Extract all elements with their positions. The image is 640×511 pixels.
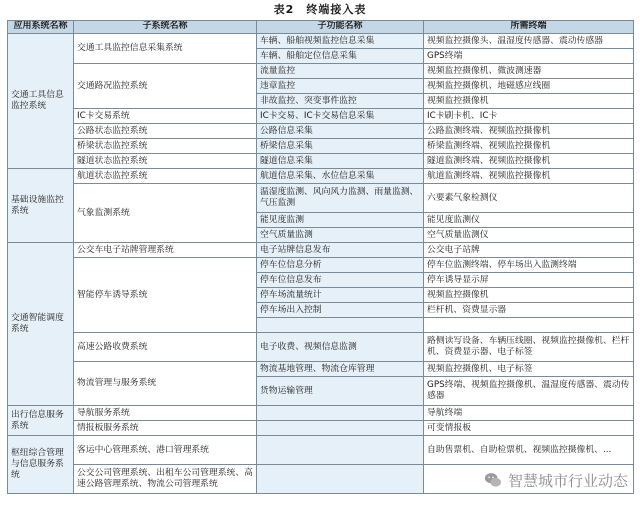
subfunction-cell: 温湿度监测、风向风力监测、雨量监测、气压监测 [257, 184, 424, 213]
subfunction-cell: 非故监控、突变事件监控 [257, 94, 424, 109]
table-row [8, 64, 634, 79]
subsystem-cell: 公交车电子站牌管理系统 [74, 243, 257, 258]
terminal-cell: 视频监控摄像机 [424, 94, 634, 109]
table-body [8, 34, 634, 494]
subfunction-cell [257, 318, 424, 333]
subfunction-cell: IC卡交易、IC卡交易信息采集 [257, 109, 424, 124]
header-subsystem: 子系统名称 [74, 21, 257, 34]
terminal-cell: 视频监控摄像头、温湿度传感器、震动传感器 [424, 34, 634, 49]
table-row [8, 362, 634, 377]
table-header-row [8, 21, 634, 34]
subsystem-cell: 交通工具监控信息采集系统 [74, 34, 257, 64]
terminal-cell: 视频监控摄像机 [424, 288, 634, 303]
table-row [8, 243, 634, 258]
subsystem-cell: 导航服务系统 [74, 406, 257, 421]
subsystem-cell: 交通路况监控系统 [74, 64, 257, 109]
subsystem-cell: 航道状态监控系统 [74, 169, 257, 184]
terminal-cell: 桥梁监测终端、视频监控摄像机 [424, 139, 634, 154]
terminal-cell: 视频监控摄像机、电子标签 [424, 362, 634, 377]
terminal-cell: 栏杆机、资费显示器 [424, 303, 634, 318]
subfunction-cell: 车辆、船舶视频监控信息采集 [257, 34, 424, 49]
terminal-cell: 停车位监测终端、停车场出入监测终端 [424, 258, 634, 273]
header-subfunction: 子功能名称 [257, 21, 424, 34]
app-system-cell: 基础设施监控系统 [8, 169, 74, 243]
terminal-cell: GPS终端 [424, 49, 634, 64]
subfunction-cell: 桥梁信息采集 [257, 139, 424, 154]
app-system-cell: 出行信息服务系统 [8, 406, 74, 436]
subfunction-cell: 能见度监测 [257, 213, 424, 228]
terminal-cell: IC卡刷卡机、IC卡 [424, 109, 634, 124]
terminal-cell [424, 318, 634, 333]
subfunction-cell: 停车场出入控制 [257, 303, 424, 318]
terminal-cell: 视频监控摄像机、微波测速器 [424, 64, 634, 79]
subfunction-cell: 电子站牌信息发布 [257, 243, 424, 258]
terminal-cell: 隧道监测终端、视频监控摄像机 [424, 154, 634, 169]
subfunction-cell: 停车场流量统计 [257, 288, 424, 303]
subfunction-cell: 停车位信息发布 [257, 273, 424, 288]
app-system-cell: 交通智能调度系统 [8, 243, 74, 406]
terminal-cell: 停车诱导显示屏 [424, 273, 634, 288]
terminal-cell: 能见度监测仪 [424, 213, 634, 228]
header-app-system: 应用系统名称 [8, 21, 74, 34]
table-row [8, 406, 634, 421]
subsystem-cell: 情报板服务系统 [74, 421, 257, 436]
table-row [8, 109, 634, 124]
table-row [8, 184, 634, 213]
subfunction-cell [257, 406, 424, 421]
subsystem-cell: 智能停车诱导系统 [74, 258, 257, 333]
subsystem-cell: 高速公路收费系统 [74, 333, 257, 362]
subfunction-cell [257, 421, 424, 436]
watermark-text: 智慧城市行业动态 [507, 471, 628, 490]
terminal-cell: 路侧读写设备、车辆压线圈、视频监控摄像机、栏杆机、资费显示器、电子标签 [424, 333, 634, 362]
terminal-cell: 视频监控摄像机、地磁感应线圈 [424, 79, 634, 94]
subsystem-cell: 气象监测系统 [74, 184, 257, 243]
subfunction-cell: 空气质量监测 [257, 228, 424, 243]
table-row [8, 124, 634, 139]
terminal-access-table [7, 20, 634, 494]
terminal-cell: 公交电子站牌 [424, 243, 634, 258]
terminal-cell: 公路监测终端、视频监控摄像机 [424, 124, 634, 139]
terminal-cell: 导航终端 [424, 406, 634, 421]
terminal-cell: 自助售票机、自助检票机、视频监控摄像机、... [424, 436, 634, 465]
subfunction-cell: 停车位信息分析 [257, 258, 424, 273]
subfunction-cell: 货物运输管理 [257, 377, 424, 406]
table-row [8, 34, 634, 49]
terminal-cell: GPS终端、视频监控摄像机、温湿度传感器、震动传感器 [424, 377, 634, 406]
table-row [8, 436, 634, 465]
table-row [8, 258, 634, 273]
app-system-cell: 交通工具信息监控系统 [8, 34, 74, 169]
subsystem-cell: 物流管理与服务系统 [74, 362, 257, 406]
subfunction-cell: 物流基地管理、物流仓库管理 [257, 362, 424, 377]
terminal-cell: 空气质量监测仪 [424, 228, 634, 243]
subfunction-cell [257, 465, 424, 494]
subfunction-cell: 公路信息采集 [257, 124, 424, 139]
subfunction-cell: 车辆、船舶定位信息采集 [257, 49, 424, 64]
header-terminals: 所需终端 [424, 21, 634, 34]
terminal-cell: 六要素气象检测仪 [424, 184, 634, 213]
table-row [8, 139, 634, 154]
table-row [8, 154, 634, 169]
subfunction-cell: 隧道信息采集 [257, 154, 424, 169]
wechat-logo-icon [484, 471, 502, 489]
subsystem-cell: 隧道状态监控系统 [74, 154, 257, 169]
subsystem-cell: 桥梁状态监控系统 [74, 139, 257, 154]
terminal-cell: 航道监测终端、视频监控摄像机 [424, 169, 634, 184]
subfunction-cell: 流量监控 [257, 64, 424, 79]
table-row [8, 421, 634, 436]
subfunction-cell [257, 436, 424, 465]
subsystem-cell: IC卡交易系统 [74, 109, 257, 124]
subfunction-cell: 电子收费、视频信息监测 [257, 333, 424, 362]
subfunction-cell: 航道信息采集、水位信息采集 [257, 169, 424, 184]
subsystem-cell: 客运中心管理系统、港口管理系统 [74, 436, 257, 465]
table-row [8, 333, 634, 362]
watermark [480, 469, 632, 491]
table-caption: 表2 终端接入表 [273, 3, 367, 16]
subfunction-cell: 违章监控 [257, 79, 424, 94]
subsystem-cell: 公路状态监控系统 [74, 124, 257, 139]
terminal-cell: 可变情报板 [424, 421, 634, 436]
app-system-cell: 枢纽综合管理与信息服务系统 [8, 436, 74, 494]
subsystem-cell: 公交公司管理系统、出租车公司管理系统、高速公路管理系统、物流公司管理系统 [74, 465, 257, 494]
table-row [8, 169, 634, 184]
